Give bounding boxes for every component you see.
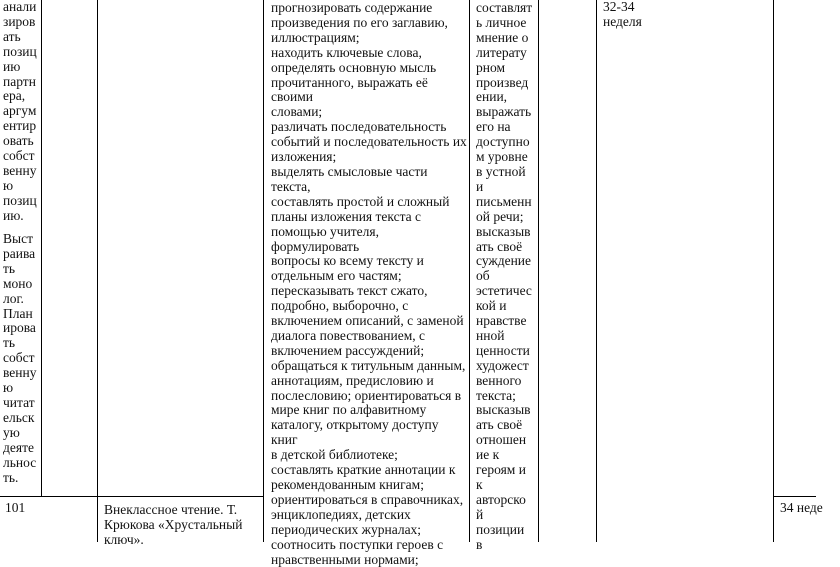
lesson-number: 101 xyxy=(5,500,26,515)
competency-text-1: анали зиров ать позиц ию партн ера, аргум ентир овать собст венну ю позиц ию. xyxy=(3,0,37,223)
table-border-vertical xyxy=(596,0,597,542)
table-border-vertical xyxy=(538,0,539,542)
competency-text-2: Выст раива ть моно лог. План ирова ть собст венну ю читат ельск ую деяте льнос ть. xyxy=(3,231,37,485)
learning-activities-text: прогнозировать содержание произведения по его заглавию, иллюстрациям; находить ключевые слова, определять основную мысль прочитанного, выражать её своими словами; различать последовательность событий и последовательность их изложения; выделять смысловые части текста, составлять простой и сложный планы изложения текста с помощью учителя, формулировать вопросы ко всему тексту и отдельным его частям; пересказывать текст сжато, подробно, выборочно, с включением описаний, с заменой диалога повествованием, с включением рассуждений; обращаться к титульным данным, аннотациям, предисловию и послесловию; ориентироваться в мире книг по алфавитному каталогу, открытому доступу книг в детской библиотеке; составлять краткие аннотации к рекомендованным книгам; ориентироваться в справочниках, энциклопедиях, детских периодических журналах; соотносить поступки героев с нравственными нормами; xyxy=(271,0,467,567)
table-row-border xyxy=(773,496,816,497)
week-label: 32-34 неделя xyxy=(603,0,642,29)
table-border-vertical xyxy=(263,0,264,542)
table-border-vertical xyxy=(41,0,42,496)
table-border-vertical xyxy=(773,0,774,542)
table-border-vertical xyxy=(469,0,470,542)
table-border-vertical xyxy=(97,0,98,542)
table-row-border xyxy=(0,496,263,497)
personal-results-text: составлят ь личное мнение о литерату рном произвед ении, выражать его на доступно м уровне в устной и письменн ой речи; высказыв ать своё суждение об эстетичес кой и нравстве нной ценности художест венного текста; высказыв ать своё отношен ие к героям и к авторско й позиции в xyxy=(476,0,533,552)
lesson-title: Внеклассное чтение. Т. Крюкова «Хрустальный ключ». xyxy=(104,502,243,547)
lesson-week: 34 неде xyxy=(780,500,823,515)
